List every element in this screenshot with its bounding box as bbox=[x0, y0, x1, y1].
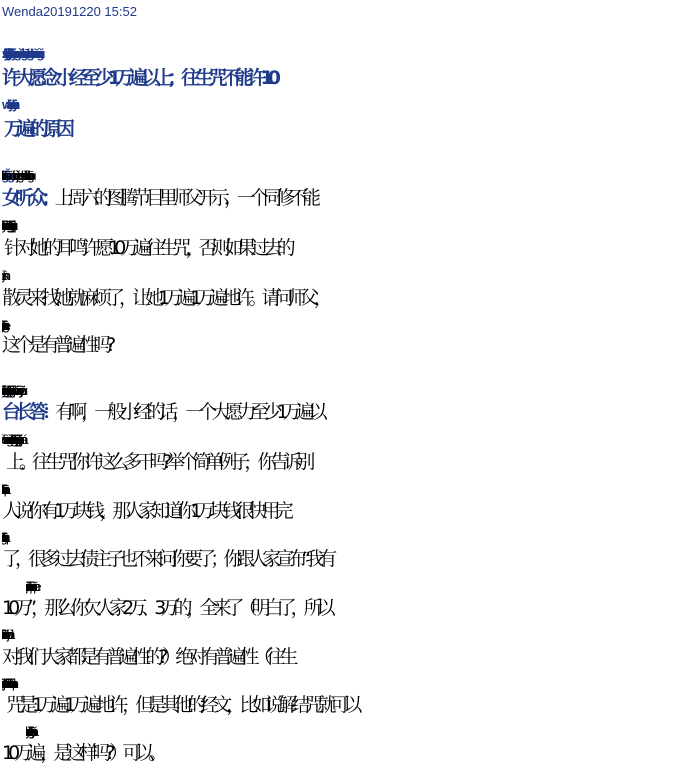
answer-line-4: 了，很 多 过 去债 主子也不来问 你要了；你跟 人 家 宣 布“我有 bbox=[2, 548, 332, 570]
title-pinyin-line-1: xǔ dà yuàn niàn xiǎo jīng zhì shǎo wàn biàn yǐ shàng wǎng shēng zhòu bù néng xǔ bbox=[2, 46, 40, 61]
question-line-2: 针 对她的耳 鸣 许 愿 10万 遍 往 生 咒，否则如果 过 去的 bbox=[4, 237, 290, 259]
title-pinyin-line-2: wàn biàn de yuán yīn bbox=[2, 97, 13, 112]
answer-speaker-pinyin: tái zhǎng dá bbox=[2, 383, 6, 398]
answer-pinyin-line-8: wàn biàn shì zhè yàng ma kě yǐ bbox=[26, 724, 28, 739]
question-pinyin-line-1 bbox=[2, 168, 676, 184]
question-line-1-text: 上 周 六的图 腾 节目里师父开示，一个 同 修不 能 bbox=[54, 187, 315, 209]
answer-line-1 bbox=[2, 400, 676, 424]
answer-pinyin-line-2 bbox=[2, 432, 676, 448]
question-pinyin-line-3 bbox=[2, 268, 676, 284]
answer-speaker: 台 长 答： bbox=[2, 401, 56, 423]
answer-line-1-text: 有啊，一般 小 经的话，一个大 愿 力至少 1万遍以 bbox=[55, 401, 322, 423]
question-pinyin-line-2: zhēn duì tā de ěr míng xǔ yuàn wàn biàn wǎng shēng zhòu fǒu zé rúguǒ guò qù de bbox=[2, 218, 12, 233]
answer-line-8: 10 万 遍，是这 样 吗?）可以。 bbox=[2, 742, 162, 764]
answer-pinyin-line-7 bbox=[2, 676, 676, 692]
question-line-1 bbox=[2, 186, 676, 210]
answer-pinyin-line-4 bbox=[2, 530, 676, 546]
answer-pinyin-line-6 bbox=[2, 627, 676, 643]
title-line-1: 许大愿 念 小 经至少1万 遍以上； 往 生 咒不能许10 bbox=[2, 67, 275, 89]
answer-line-6: 对我 们 大家都 是有普遍 性 的?）绝对有普遍 性 （ 往 生 bbox=[2, 646, 293, 668]
question-line-4: 这个是有普遍 性 吗? bbox=[2, 334, 111, 356]
answer-line-7: 咒是1万遍1万 遍 地许，但是其他的经文，比如说 解结 咒 就可以 bbox=[6, 694, 357, 716]
question-line-3: 散 灵来找她就麻烦了，让 她1 万 遍 1 万 遍 地许。请 问 师父， bbox=[2, 287, 327, 309]
answer-pinyin-line-5 bbox=[26, 579, 676, 595]
answer-line-3: 人 说 你有1万 块 钱 ，那人家知道你1万 块 钱 很 快 用 完 bbox=[2, 500, 288, 522]
title-line-2: 万遍的原因 bbox=[4, 118, 70, 140]
answer-line-2: 上。往 生 咒 你许这么多 干 吗?举个简 单例子，你 告 诉别 bbox=[6, 451, 310, 473]
question-speaker-pinyin: nǚ tīng zhòng bbox=[2, 168, 10, 183]
question-pinyin-line-4: zhè ge shì yǒu pǔ biàn xìng ma bbox=[2, 318, 3, 333]
answer-pinyin-line-3 bbox=[2, 482, 676, 498]
answer-pinyin-line-1 bbox=[2, 383, 676, 399]
answer-line-5: 10 万 ”，那么你 欠 人家2 万、3 万 的， 全 来了（明 白了，所以 bbox=[2, 597, 330, 619]
timestamp-header: Wenda20191220 15:52 bbox=[2, 4, 137, 19]
question-speaker: 女听 众： bbox=[2, 187, 55, 209]
